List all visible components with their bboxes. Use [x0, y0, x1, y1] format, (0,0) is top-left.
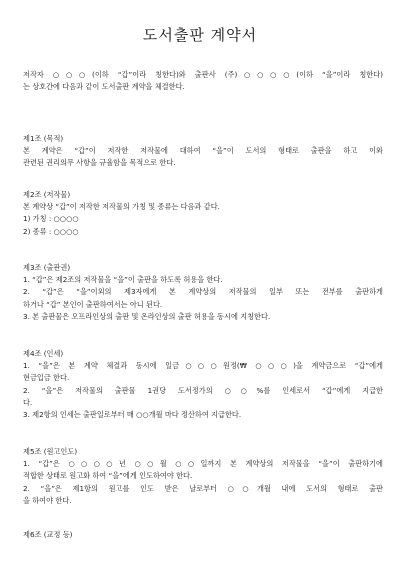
- article-line: 1. “을”은 본 계약 체결과 동시에 일금○○○원정(₩ ○○○)을 계약금으로 “갑”에게: [23, 361, 383, 371]
- article-line: 1) 가칭 : ○○○○: [23, 214, 79, 224]
- article-line: 본 계약은 “갑”이 저작한 저작물에 대하여 “을”이 도서의 형태로 출판을 하고 이와: [23, 146, 383, 156]
- intro-line: 저작자 ○○○(이하 “갑”이라 칭한다)와 출판사 (주)○○○○(이하 “을”이라 칭한다): [23, 70, 383, 79]
- article-heading: 제6조 (교정 등): [23, 530, 73, 539]
- article-line: 관련된 권리의무 사항을 규율함을 목적으로 한다.: [23, 158, 176, 168]
- intro-line: 는 상호간에 다음과 같이 도서출판 계약을 체결한다.: [23, 82, 185, 92]
- article-line: 2. “을”은 제1항의 원고를 인도 받은 날로부터 ○○개월 내에 도서의 형태로 출판: [23, 483, 383, 493]
- intro-paragraph: [23, 69, 383, 93]
- article-2: [23, 189, 383, 238]
- article-line: 을 하여야 한다.: [23, 495, 72, 505]
- article-line: 2. “갑”은 “을”이외의 제3자에게 본 계약상의 저작물의 일부 또는 전부를 출판하게: [23, 287, 383, 297]
- article-line: 1. “갑”은 제2조의 저작물을 “을”이 출판을 하도록 허용을 한다.: [23, 275, 223, 285]
- document-title: 도서출판 계약서: [142, 26, 258, 44]
- article-heading: 제1조 (목적): [23, 134, 64, 143]
- article-line: 2) 종류 : ○○○○: [23, 226, 79, 236]
- article-line: 다.: [23, 397, 33, 407]
- article-1: [23, 133, 383, 170]
- article-line: 1. “갑”은 ○○○○년 ○○월 ○○일까지 본 계약상의 저작물을 “을”이 출판하기에: [23, 459, 383, 469]
- article-line: 2. “을”은 저작물의 출판물 1권당 도서정가의 ○○%를 인세로서 “갑”에게 지급한: [23, 385, 383, 395]
- article-3: [23, 262, 383, 323]
- article-line: 3. 본 출판물은 오프라인상의 출판 및 온라인상의 출판 허용을 동시에 지칭한다.: [23, 311, 271, 321]
- article-5: [23, 446, 383, 507]
- article-4: [23, 348, 383, 421]
- article-heading: 제4조 (인세): [23, 349, 64, 358]
- article-heading: 제2조 (저작물): [23, 190, 71, 199]
- article-heading: 제3조 (출판권): [23, 263, 71, 272]
- article-line: 현금입금 한다.: [23, 373, 70, 383]
- article-line: 본 계약상 “갑”이 저작한 저작물의 가칭 및 종류는 다음과 같다.: [23, 202, 220, 212]
- article-heading: 제5조 (원고인도): [23, 447, 78, 456]
- article-line: 3. 제2항의 인세는 출판일로부터 매 ○○개월 마다 정산하여 지급한다.: [23, 409, 242, 419]
- article-6: [23, 529, 383, 541]
- article-line: 적합한 상태로 원고화 하여 “을”에게 인도하여야 한다.: [23, 471, 193, 481]
- article-line: 하거나 “갑” 본인이 출판하여서는 아니 된다.: [23, 299, 163, 309]
